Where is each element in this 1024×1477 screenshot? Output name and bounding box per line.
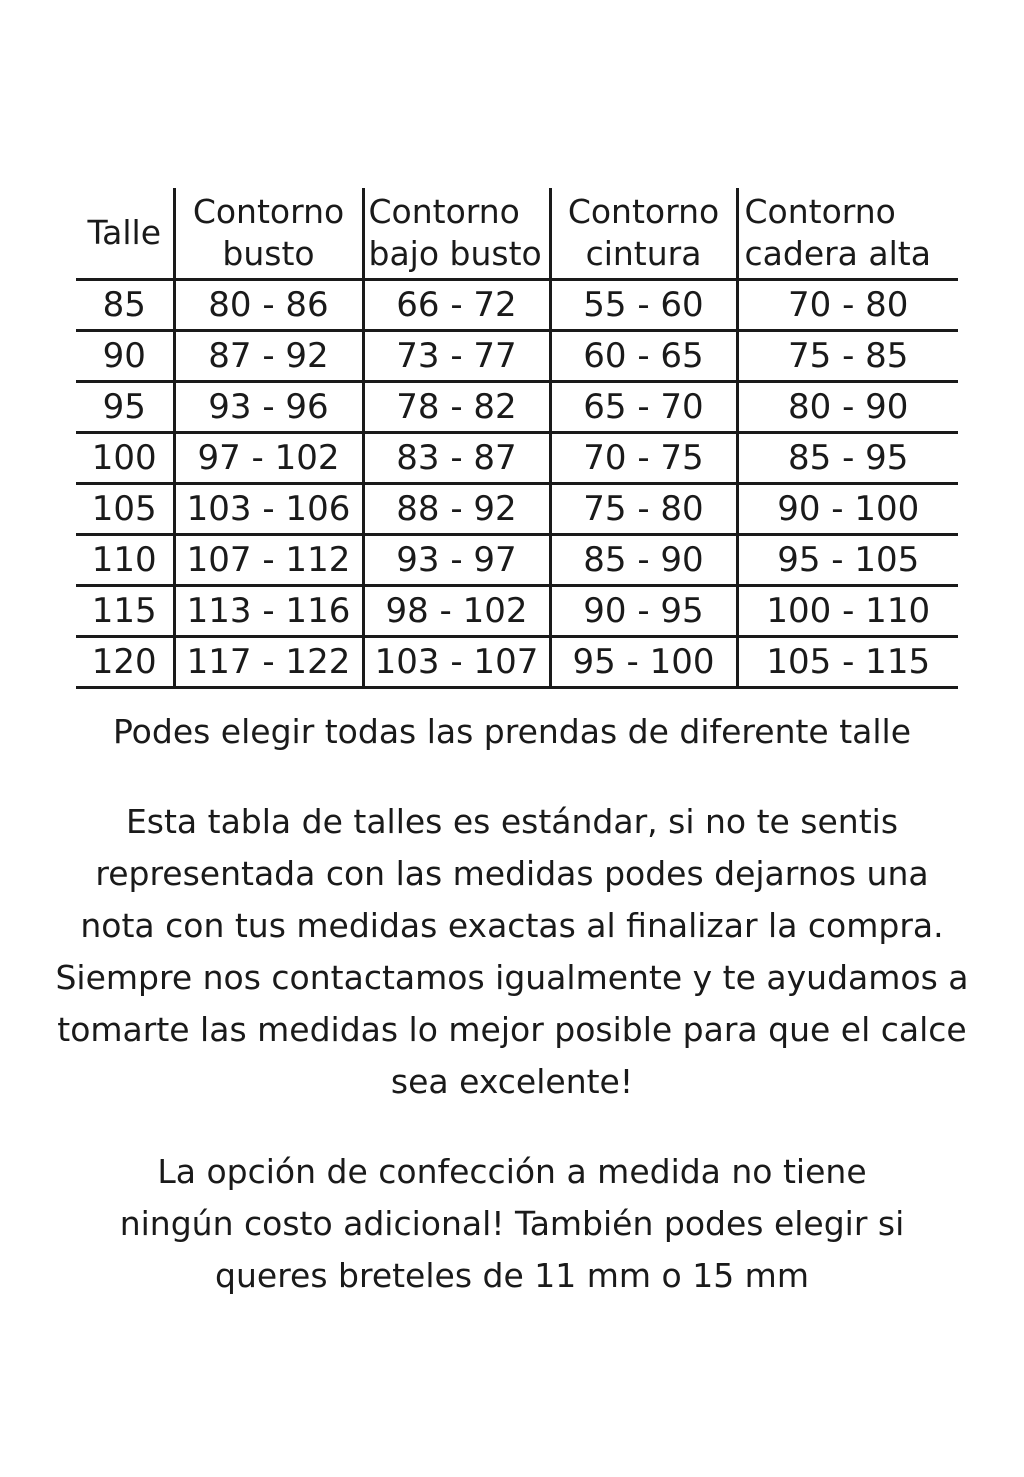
note-standard-size-table: Esta tabla de talles es estándar, si no te sentis representada con las medidas podes dejarnos una nota con tus medidas exactas al finalizar la compra. Siempre nos contactamos igualmente y te ayudamos a tomarte las medidas lo mejor posible para que el calce sea excelente! [55, 802, 969, 1101]
table-row [76, 484, 958, 535]
cell-bajo-busto: 98 - 102 [363, 586, 550, 637]
cell-bajo-busto: 83 - 87 [363, 433, 550, 484]
cell-bajo-busto: 78 - 82 [363, 382, 550, 433]
cell-busto: 103 - 106 [174, 484, 363, 535]
table-row [76, 637, 958, 688]
header-talle: Talle [76, 188, 174, 280]
cell-cadera-alta: 100 - 110 [737, 586, 958, 637]
cell-cadera-alta: 75 - 85 [737, 331, 958, 382]
cell-cadera-alta: 85 - 95 [737, 433, 958, 484]
size-chart-table [76, 188, 958, 689]
cell-cintura: 65 - 70 [550, 382, 737, 433]
cell-talle: 105 [76, 484, 174, 535]
cell-bajo-busto: 73 - 77 [363, 331, 550, 382]
header-contorno-cintura: Contorno cintura [550, 188, 737, 280]
cell-cadera-alta: 70 - 80 [737, 280, 958, 331]
cell-cintura: 85 - 90 [550, 535, 737, 586]
cell-cadera-alta: 90 - 100 [737, 484, 958, 535]
table-row [76, 535, 958, 586]
table-row [76, 280, 958, 331]
cell-busto: 93 - 96 [174, 382, 363, 433]
cell-busto: 87 - 92 [174, 331, 363, 382]
cell-talle: 115 [76, 586, 174, 637]
cell-cintura: 70 - 75 [550, 433, 737, 484]
cell-talle: 110 [76, 535, 174, 586]
cell-bajo-busto: 103 - 107 [363, 637, 550, 688]
cell-busto: 117 - 122 [174, 637, 363, 688]
cell-cintura: 95 - 100 [550, 637, 737, 688]
cell-bajo-busto: 66 - 72 [363, 280, 550, 331]
header-contorno-bajo-busto: Contorno bajo busto [363, 188, 550, 280]
header-contorno-busto: Contorno busto [174, 188, 363, 280]
cell-busto: 113 - 116 [174, 586, 363, 637]
cell-cintura: 75 - 80 [550, 484, 737, 535]
cell-cadera-alta: 95 - 105 [737, 535, 958, 586]
cell-talle: 120 [76, 637, 174, 688]
cell-bajo-busto: 88 - 92 [363, 484, 550, 535]
cell-cintura: 60 - 65 [550, 331, 737, 382]
cell-cintura: 55 - 60 [550, 280, 737, 331]
cell-cintura: 90 - 95 [550, 586, 737, 637]
table-row [76, 382, 958, 433]
cell-cadera-alta: 80 - 90 [737, 382, 958, 433]
header-contorno-cadera-alta: Contorno cadera alta [737, 188, 958, 280]
cell-busto: 97 - 102 [174, 433, 363, 484]
cell-bajo-busto: 93 - 97 [363, 535, 550, 586]
table-row [76, 586, 958, 637]
note-custom-made: La opción de confección a medida no tiene ningún costo adicional! También podes elegir si queres breteles de 11 mm o 15 mm [119, 1152, 905, 1295]
cell-talle: 95 [76, 382, 174, 433]
cell-talle: 90 [76, 331, 174, 382]
cell-busto: 80 - 86 [174, 280, 363, 331]
table-row [76, 433, 958, 484]
table-row [76, 331, 958, 382]
cell-cadera-alta: 105 - 115 [737, 637, 958, 688]
cell-talle: 85 [76, 280, 174, 331]
cell-busto: 107 - 112 [174, 535, 363, 586]
table-header-row [76, 188, 958, 280]
note-choose-different-sizes: Podes elegir todas las prendas de diferente talle [112, 712, 912, 751]
cell-talle: 100 [76, 433, 174, 484]
